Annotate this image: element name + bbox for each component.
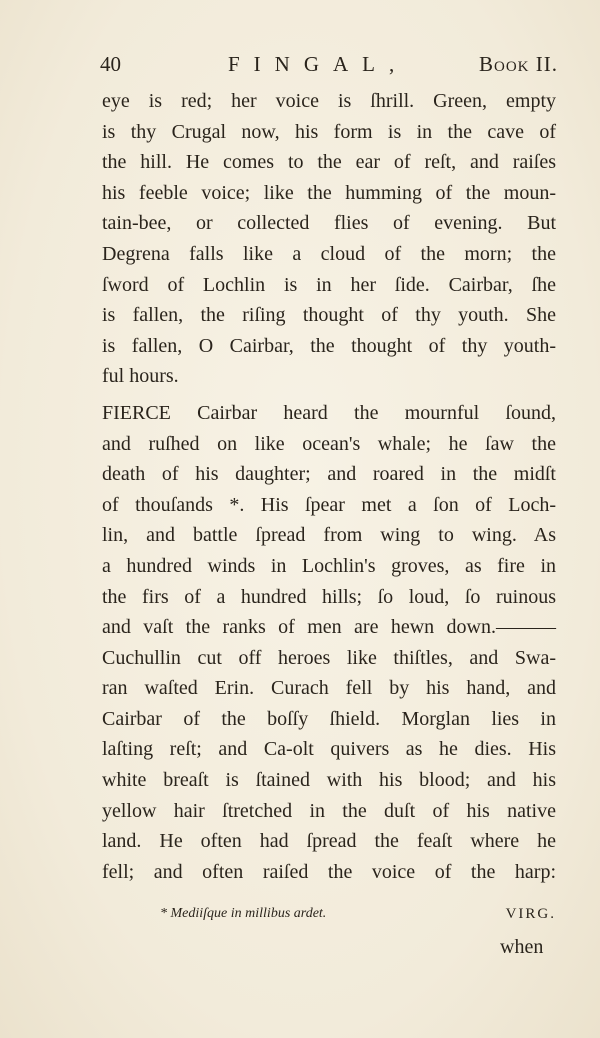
text-line: of thouſands *. His ſpear met a ſon of Loch- bbox=[102, 493, 556, 516]
text-line: FIERCE Cairbar heard the mournful ſound, bbox=[102, 401, 556, 424]
text-line: Degrena falls like a cloud of the morn; the bbox=[102, 242, 556, 265]
running-title: FINGAL, bbox=[228, 52, 409, 76]
text-line: death of his daughter; and roared in the midſt bbox=[102, 463, 556, 486]
text-line: Cairbar of the boſſy ſhield. Morglan lies in bbox=[102, 707, 556, 730]
page-number: 40 bbox=[100, 52, 121, 76]
text-line: and vaſt the ranks of men are hewn down.——— bbox=[102, 616, 556, 639]
book-label: Book II. bbox=[479, 52, 558, 76]
text-line: yellow hair ſtretched in the duſt of his native bbox=[102, 799, 556, 822]
text-line: laſting reſt; and Ca-olt quivers as he dies. His bbox=[102, 738, 556, 761]
footnote bbox=[160, 906, 556, 928]
text-line: white breaſt is ſtained with his blood; and his bbox=[102, 769, 556, 792]
text-line: is thy Crugal now, his form is in the cave of bbox=[102, 120, 556, 143]
body-text bbox=[102, 86, 556, 887]
text-line: land. He often had ſpread the feaſt where he bbox=[102, 830, 556, 853]
text-line: ful hours. bbox=[102, 365, 179, 388]
text-line: tain-bee, or collected flies of evening. But bbox=[102, 212, 556, 235]
text-line: eye is red; her voice is ſhrill. Green, empty bbox=[102, 90, 556, 112]
text-line: fell; and often raiſed the voice of the harp: bbox=[102, 860, 556, 883]
text-line: is fallen, the riſing thought of thy youth. She bbox=[102, 304, 556, 327]
text-line: a hundred winds in Lochlin's groves, as fire in bbox=[102, 554, 556, 577]
text-line: ſword of Lochlin is in her ſide. Cairbar, ſhe bbox=[102, 273, 556, 296]
page-header bbox=[100, 52, 558, 82]
text-line: is fallen, O Cairbar, the thought of thy youth- bbox=[102, 334, 556, 357]
text-line: his feeble voice; like the humming of the moun- bbox=[102, 181, 556, 204]
catchword: when bbox=[500, 936, 544, 958]
text-line: the firs of a hundred hills; ſo loud, ſo ruinous bbox=[102, 585, 556, 608]
text-line: the hill. He comes to the ear of reſt, and raiſes bbox=[102, 151, 556, 174]
footnote-text: * Mediiſque in millibus ardet. bbox=[160, 906, 327, 921]
text-line: and ruſhed on like ocean's whale; he ſaw the bbox=[102, 432, 556, 455]
text-line: lin, and battle ſpread from wing to wing. As bbox=[102, 524, 556, 547]
footnote-source: VIRG. bbox=[505, 906, 556, 922]
text-line: ran waſted Erin. Curach fell by his hand, and bbox=[102, 677, 556, 700]
text-line: Cuchullin cut off heroes like thiſtles, and Swa- bbox=[102, 646, 556, 669]
